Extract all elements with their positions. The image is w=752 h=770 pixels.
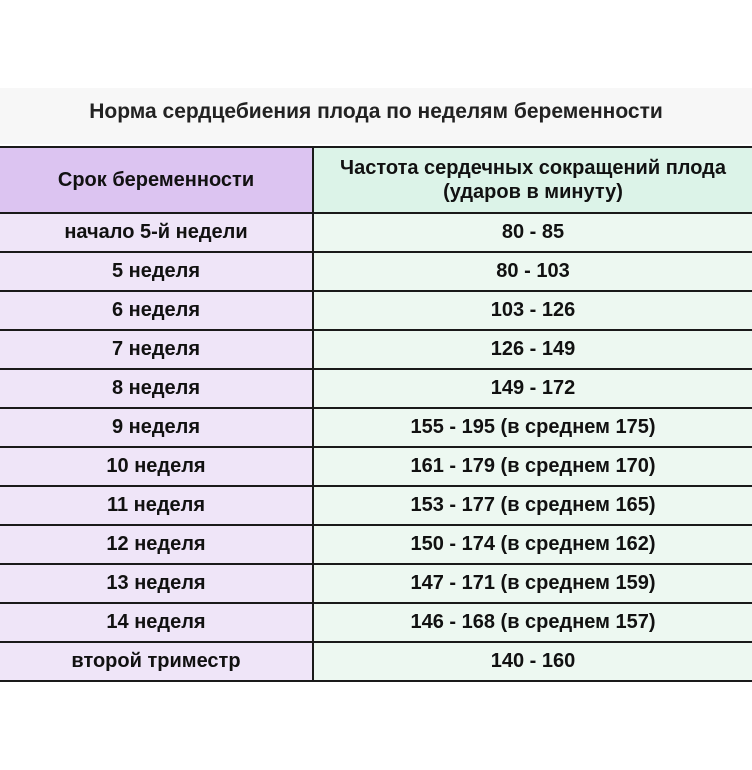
table-row [0, 369, 752, 408]
term-cell: 11 неделя [0, 486, 313, 525]
term-cell: 13 неделя [0, 564, 313, 603]
term-cell: 12 неделя [0, 525, 313, 564]
rate-cell: 155 - 195 (в среднем 175) [313, 408, 752, 447]
table-row [0, 213, 752, 252]
term-cell: 7 неделя [0, 330, 313, 369]
table-row [0, 564, 752, 603]
term-cell: 9 неделя [0, 408, 313, 447]
term-cell: 10 неделя [0, 447, 313, 486]
rate-cell: 80 - 85 [313, 213, 752, 252]
rate-cell: 147 - 171 (в среднем 159) [313, 564, 752, 603]
table-row [0, 603, 752, 642]
rate-cell: 150 - 174 (в среднем 162) [313, 525, 752, 564]
rate-cell: 161 - 179 (в среднем 170) [313, 447, 752, 486]
table-row [0, 642, 752, 681]
term-cell: 6 неделя [0, 291, 313, 330]
table-row [0, 447, 752, 486]
term-cell: 5 неделя [0, 252, 313, 291]
header-term: Срок беременности [0, 147, 313, 213]
table-row [0, 525, 752, 564]
term-cell: начало 5-й недели [0, 213, 313, 252]
header-heart-rate: Частота сердечных сокращений плода (ударов в минуту) [313, 147, 752, 213]
rate-cell: 126 - 149 [313, 330, 752, 369]
table-header-row [0, 147, 752, 213]
page-title: Норма сердцебиения плода по неделям беременности [89, 100, 663, 123]
term-cell: 14 неделя [0, 603, 313, 642]
term-cell: 8 неделя [0, 369, 313, 408]
heart-rate-table [0, 146, 752, 682]
term-cell: второй триместр [0, 642, 313, 681]
table-row [0, 252, 752, 291]
table-row [0, 408, 752, 447]
table-row [0, 330, 752, 369]
table-row [0, 486, 752, 525]
rate-cell: 149 - 172 [313, 369, 752, 408]
rate-cell: 146 - 168 (в среднем 157) [313, 603, 752, 642]
rate-cell: 103 - 126 [313, 291, 752, 330]
rate-cell: 153 - 177 (в среднем 165) [313, 486, 752, 525]
rate-cell: 80 - 103 [313, 252, 752, 291]
table-row [0, 291, 752, 330]
rate-cell: 140 - 160 [313, 642, 752, 681]
